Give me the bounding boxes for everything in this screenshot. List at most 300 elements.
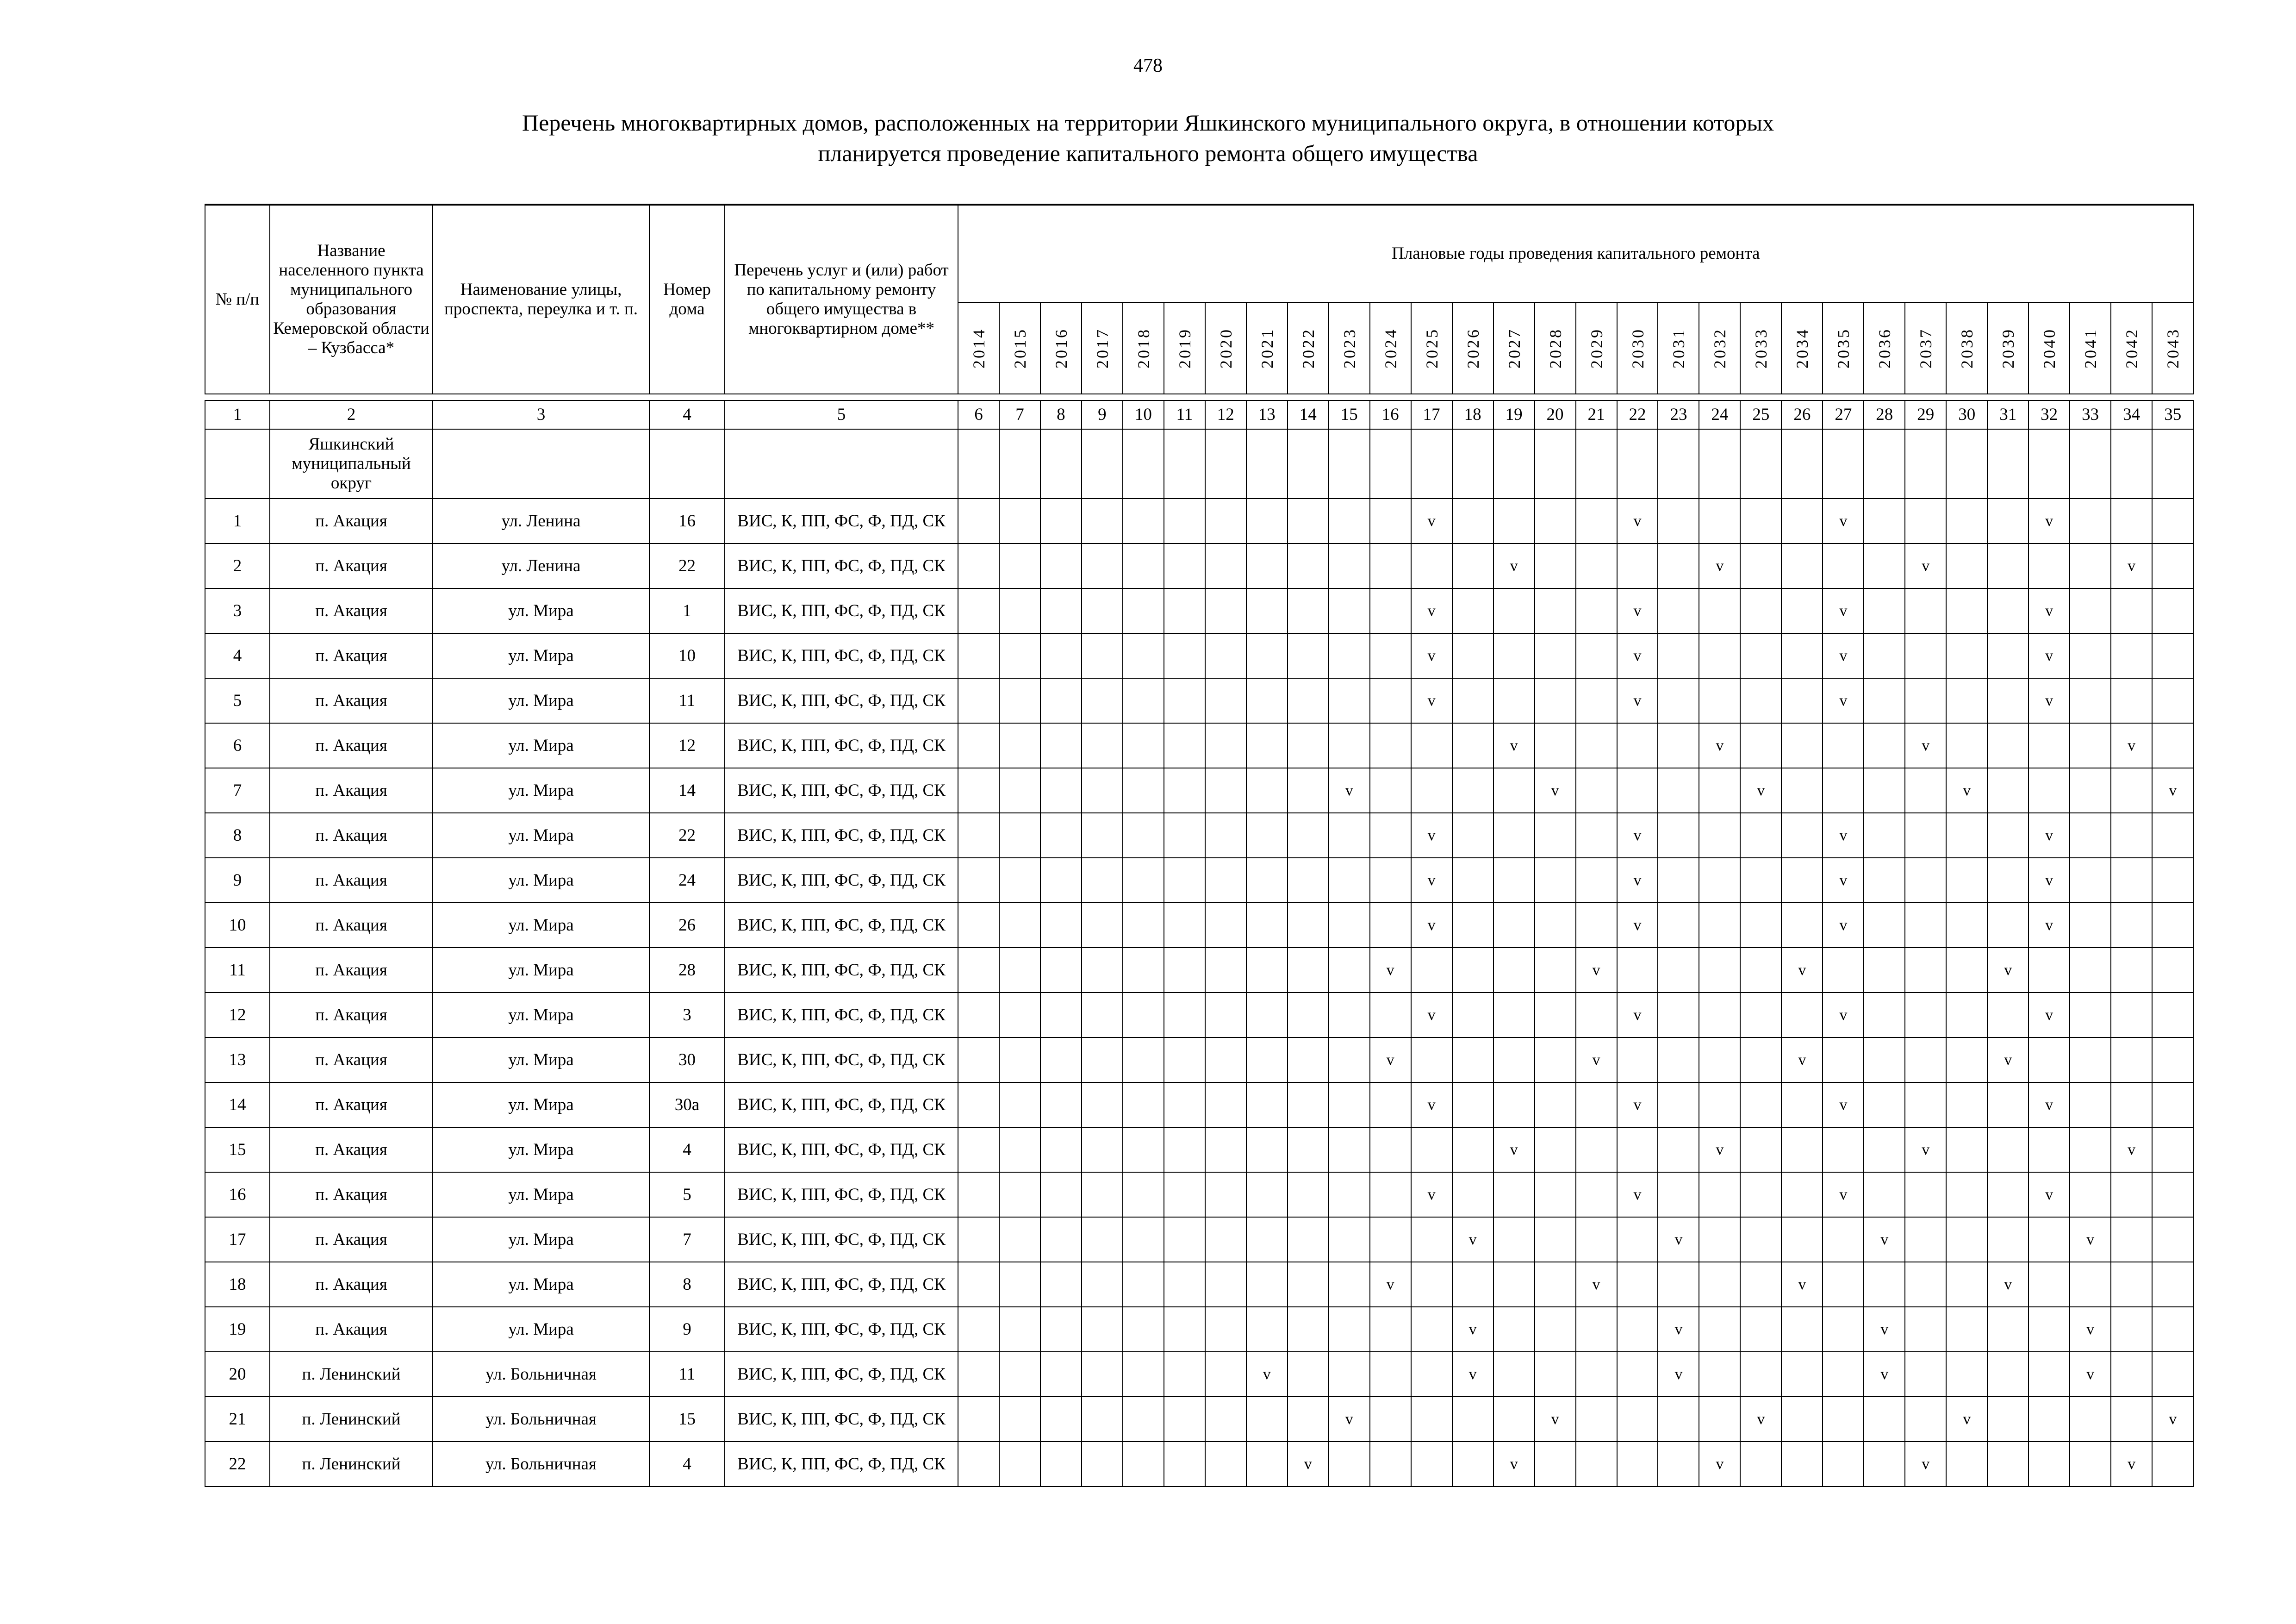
- year-cell-2037: [1905, 1442, 1946, 1487]
- planned-mark: v: [2128, 1455, 2136, 1473]
- year-cell-2017: [1082, 768, 1123, 813]
- year-cell-2021: [1246, 768, 1288, 813]
- year-cell-2022: [1288, 1172, 1329, 1217]
- year-cell-2014: [958, 678, 999, 723]
- year-cell-2042: [2111, 1127, 2152, 1172]
- year-header-2027: [1493, 302, 1535, 394]
- year-cell-2018: [1123, 1127, 1164, 1172]
- settlement-cell: п. Акация: [270, 678, 433, 723]
- row-number: 9: [205, 858, 270, 903]
- year-cell: [1411, 429, 1452, 499]
- year-cell-2020: [1205, 768, 1246, 813]
- year-cell-2038: [1946, 1217, 1987, 1262]
- planned-mark: v: [1839, 827, 1848, 844]
- year-cell-2018: [1123, 1262, 1164, 1307]
- year-cell-2016: [1040, 723, 1082, 768]
- year-label: 2015: [1010, 327, 1029, 369]
- year-header-2037: [1905, 302, 1946, 394]
- year-cell: [1740, 429, 1781, 499]
- year-cell-2041: [2070, 1217, 2111, 1262]
- year-header-2021: [1246, 302, 1288, 394]
- column-number: 2: [270, 400, 433, 429]
- table-row: [205, 813, 2193, 858]
- year-cell-2025: [1411, 1217, 1452, 1262]
- year-cell-2016: [1040, 1127, 1082, 1172]
- year-cell-2019: [1164, 633, 1205, 678]
- house-number-cell: 14: [649, 768, 725, 813]
- year-cell-2031: [1658, 588, 1699, 633]
- year-cell-2034: [1781, 768, 1823, 813]
- year-cell-2043: [2152, 499, 2193, 543]
- year-label: 2025: [1422, 327, 1441, 369]
- year-cell-2018: [1123, 1352, 1164, 1397]
- year-cell-2037: [1905, 1082, 1946, 1127]
- year-cell-2036: [1864, 1442, 1905, 1487]
- year-cell-2034: [1781, 858, 1823, 903]
- year-cell-2016: [1040, 543, 1082, 588]
- year-cell: [958, 429, 999, 499]
- year-cell-2039: [1987, 1037, 2028, 1082]
- year-cell-2017: [1082, 1307, 1123, 1352]
- region-row: [205, 429, 2193, 499]
- year-cell-2020: [1205, 1307, 1246, 1352]
- year-cell-2031: [1658, 1037, 1699, 1082]
- year-cell-2025: [1411, 588, 1452, 633]
- year-cell-2043: [2152, 588, 2193, 633]
- column-number: 24: [1699, 400, 1740, 429]
- year-cell-2018: [1123, 1307, 1164, 1352]
- year-cell: [1946, 429, 1987, 499]
- year-cell-2017: [1082, 1397, 1123, 1442]
- year-label: 2041: [2081, 327, 2100, 369]
- year-cell: [1617, 429, 1658, 499]
- year-cell-2014: [958, 948, 999, 993]
- year-cell-2025: [1411, 1352, 1452, 1397]
- year-cell-2015: [999, 948, 1040, 993]
- year-cell-2043: [2152, 1352, 2193, 1397]
- year-label: 2016: [1052, 327, 1070, 369]
- year-cell-2032: [1699, 768, 1740, 813]
- year-cell-2029: [1576, 1352, 1617, 1397]
- year-cell-2020: [1205, 948, 1246, 993]
- year-cell-2014: [958, 543, 999, 588]
- planned-mark: v: [1468, 1231, 1477, 1248]
- year-cell-2026: [1452, 948, 1493, 993]
- table-row: [205, 1352, 2193, 1397]
- year-cell-2014: [958, 1307, 999, 1352]
- year-cell-2020: [1205, 1352, 1246, 1397]
- year-cell-2038: [1946, 993, 1987, 1037]
- year-cell-2018: [1123, 723, 1164, 768]
- year-header-2018: [1123, 302, 1164, 394]
- year-cell-2029: [1576, 499, 1617, 543]
- year-cell-2036: [1864, 858, 1905, 903]
- planned-mark: v: [1633, 1096, 1642, 1113]
- year-cell-2040: [2028, 1127, 2070, 1172]
- year-cell-2033: [1740, 1037, 1781, 1082]
- year-cell-2022: [1288, 588, 1329, 633]
- planned-mark: v: [2045, 872, 2053, 889]
- year-header-2023: [1329, 302, 1370, 394]
- year-cell-2042: [2111, 633, 2152, 678]
- year-cell-2027: [1493, 1172, 1535, 1217]
- row-number: 4: [205, 633, 270, 678]
- planned-mark: v: [2086, 1231, 2095, 1248]
- year-cell-2034: [1781, 1307, 1823, 1352]
- year-cell-2033: [1740, 1262, 1781, 1307]
- year-cell-2024: [1370, 723, 1411, 768]
- street-cell: ул. Больничная: [433, 1352, 649, 1397]
- year-cell-2016: [1040, 993, 1082, 1037]
- year-cell-2026: [1452, 903, 1493, 948]
- year-cell-2015: [999, 499, 1040, 543]
- year-cell-2034: [1781, 1082, 1823, 1127]
- year-cell-2041: [2070, 768, 2111, 813]
- year-cell-2039: [1987, 1352, 2028, 1397]
- year-cell-2040: [2028, 1397, 2070, 1442]
- year-cell-2015: [999, 1397, 1040, 1442]
- year-cell-2026: [1452, 499, 1493, 543]
- year-cell-2042: [2111, 1397, 2152, 1442]
- year-cell-2023: [1329, 1262, 1370, 1307]
- house-number-cell: 11: [649, 678, 725, 723]
- year-cell-2042: [2111, 948, 2152, 993]
- year-cell-2031: [1658, 678, 1699, 723]
- year-cell-2032: [1699, 1442, 1740, 1487]
- year-cell-2042: [2111, 858, 2152, 903]
- year-cell-2019: [1164, 1172, 1205, 1217]
- planned-mark: v: [1839, 692, 1848, 709]
- year-cell-2019: [1164, 588, 1205, 633]
- year-cell-2015: [999, 543, 1040, 588]
- year-cell-2039: [1987, 1262, 2028, 1307]
- year-cell-2019: [1164, 768, 1205, 813]
- row-number: 2: [205, 543, 270, 588]
- year-label: 2028: [1546, 327, 1565, 369]
- year-cell-2014: [958, 1352, 999, 1397]
- year-cell-2032: [1699, 1307, 1740, 1352]
- street-cell: ул. Ленина: [433, 543, 649, 588]
- planned-mark: v: [2004, 962, 2012, 979]
- year-cell-2029: [1576, 1127, 1617, 1172]
- year-cell-2019: [1164, 903, 1205, 948]
- row-number: 16: [205, 1172, 270, 1217]
- year-cell-2022: [1288, 543, 1329, 588]
- year-cell-2023: [1329, 768, 1370, 813]
- year-cell-2024: [1370, 1307, 1411, 1352]
- year-cell-2035: [1823, 1442, 1864, 1487]
- year-cell-2014: [958, 1082, 999, 1127]
- year-cell-2029: [1576, 1397, 1617, 1442]
- column-number: 6: [958, 400, 999, 429]
- year-cell-2028: [1535, 1397, 1576, 1442]
- planned-mark: v: [1427, 692, 1436, 709]
- year-cell-2034: [1781, 1442, 1823, 1487]
- year-label: 2032: [1711, 327, 1730, 369]
- year-cell-2018: [1123, 588, 1164, 633]
- year-cell-2043: [2152, 1307, 2193, 1352]
- year-cell-2042: [2111, 588, 2152, 633]
- year-cell-2033: [1740, 858, 1781, 903]
- planned-mark: v: [1633, 917, 1642, 934]
- year-cell: [1123, 429, 1164, 499]
- year-cell-2030: [1617, 768, 1658, 813]
- planned-mark: v: [1427, 1006, 1436, 1024]
- year-cell-2029: [1576, 903, 1617, 948]
- planned-mark: v: [1674, 1366, 1683, 1383]
- year-cell-2017: [1082, 723, 1123, 768]
- year-cell-2018: [1123, 1442, 1164, 1487]
- year-cell-2040: [2028, 543, 2070, 588]
- year-cell-2022: [1288, 678, 1329, 723]
- year-cell-2025: [1411, 858, 1452, 903]
- year-cell-2031: [1658, 948, 1699, 993]
- planned-mark: v: [1880, 1231, 1889, 1248]
- year-cell-2028: [1535, 1082, 1576, 1127]
- year-cell-2020: [1205, 499, 1246, 543]
- year-cell-2014: [958, 499, 999, 543]
- year-cell-2030: [1617, 1262, 1658, 1307]
- year-cell-2014: [958, 633, 999, 678]
- year-cell-2036: [1864, 1307, 1905, 1352]
- year-cell-2018: [1123, 1217, 1164, 1262]
- year-cell-2021: [1246, 543, 1288, 588]
- planned-mark: v: [1345, 1411, 1353, 1428]
- year-cell-2021: [1246, 723, 1288, 768]
- column-number: 15: [1329, 400, 1370, 429]
- house-number-cell: 24: [649, 858, 725, 903]
- planned-mark: v: [1592, 1276, 1600, 1293]
- year-cell-2036: [1864, 1037, 1905, 1082]
- year-cell-2030: [1617, 813, 1658, 858]
- year-cell-2042: [2111, 1217, 2152, 1262]
- planned-mark: v: [1551, 1411, 1559, 1428]
- year-cell-2032: [1699, 1172, 1740, 1217]
- year-cell-2032: [1699, 903, 1740, 948]
- year-cell-2043: [2152, 723, 2193, 768]
- year-cell-2021: [1246, 993, 1288, 1037]
- year-cell-2024: [1370, 633, 1411, 678]
- row-number: 3: [205, 588, 270, 633]
- year-cell-2031: [1658, 543, 1699, 588]
- year-cell-2035: [1823, 1172, 1864, 1217]
- year-cell-2037: [1905, 1352, 1946, 1397]
- year-cell-2029: [1576, 1262, 1617, 1307]
- year-cell-2042: [2111, 903, 2152, 948]
- planned-mark: v: [1798, 962, 1806, 979]
- year-cell-2040: [2028, 858, 2070, 903]
- year-cell-2041: [2070, 903, 2111, 948]
- year-cell-2018: [1123, 813, 1164, 858]
- year-cell-2032: [1699, 1082, 1740, 1127]
- settlement-cell: п. Акация: [270, 1037, 433, 1082]
- column-number: 27: [1823, 400, 1864, 429]
- year-cell-2039: [1987, 1307, 2028, 1352]
- year-cell-2030: [1617, 723, 1658, 768]
- year-cell-2033: [1740, 948, 1781, 993]
- planned-mark: v: [2004, 1051, 2012, 1068]
- year-cell-2019: [1164, 993, 1205, 1037]
- year-cell-2033: [1740, 1172, 1781, 1217]
- street-cell: ул. Мира: [433, 1082, 649, 1127]
- year-cell-2028: [1535, 723, 1576, 768]
- year-cell-2023: [1329, 1217, 1370, 1262]
- table-row: [205, 1082, 2193, 1127]
- year-cell-2030: [1617, 1037, 1658, 1082]
- planned-mark: v: [1716, 557, 1724, 575]
- year-cell-2018: [1123, 633, 1164, 678]
- year-cell-2041: [2070, 1307, 2111, 1352]
- region-name: Яшкинский муниципальный округ: [270, 429, 433, 499]
- year-cell-2028: [1535, 1172, 1576, 1217]
- year-cell: [1864, 429, 1905, 499]
- year-cell-2040: [2028, 499, 2070, 543]
- year-cell-2015: [999, 1307, 1040, 1352]
- year-cell-2027: [1493, 1037, 1535, 1082]
- year-cell-2020: [1205, 1262, 1246, 1307]
- year-cell-2018: [1123, 1082, 1164, 1127]
- year-cell-2015: [999, 723, 1040, 768]
- column-number: 5: [725, 400, 958, 429]
- year-label: 2033: [1752, 327, 1771, 369]
- year-cell-2034: [1781, 813, 1823, 858]
- planned-mark: v: [1510, 737, 1518, 754]
- year-cell-2033: [1740, 723, 1781, 768]
- year-cell-2038: [1946, 1127, 1987, 1172]
- year-cell-2023: [1329, 858, 1370, 903]
- planned-mark: v: [1592, 1051, 1600, 1068]
- year-cell-2039: [1987, 1397, 2028, 1442]
- year-cell-2039: [1987, 1217, 2028, 1262]
- street-cell: ул. Мира: [433, 723, 649, 768]
- year-cell: [2028, 429, 2070, 499]
- year-cell-2015: [999, 1082, 1040, 1127]
- column-number: 33: [2070, 400, 2111, 429]
- year-cell-2025: [1411, 499, 1452, 543]
- year-cell-2021: [1246, 1262, 1288, 1307]
- year-cell-2038: [1946, 1397, 1987, 1442]
- year-cell-2032: [1699, 1262, 1740, 1307]
- year-cell-2027: [1493, 543, 1535, 588]
- year-cell-2033: [1740, 1352, 1781, 1397]
- settlement-cell: п. Акация: [270, 858, 433, 903]
- year-cell-2020: [1205, 1127, 1246, 1172]
- settlement-cell: п. Акация: [270, 543, 433, 588]
- year-cell-2020: [1205, 903, 1246, 948]
- year-cell-2042: [2111, 543, 2152, 588]
- year-cell-2026: [1452, 1217, 1493, 1262]
- year-cell-2034: [1781, 1352, 1823, 1397]
- year-cell-2030: [1617, 1307, 1658, 1352]
- year-header-2019: [1164, 302, 1205, 394]
- year-cell-2035: [1823, 1217, 1864, 1262]
- year-header-2032: [1699, 302, 1740, 394]
- column-number: 14: [1288, 400, 1329, 429]
- row-number: 11: [205, 948, 270, 993]
- planned-mark: v: [1427, 1186, 1436, 1203]
- year-cell-2020: [1205, 1037, 1246, 1082]
- year-cell-2026: [1452, 1037, 1493, 1082]
- planned-mark: v: [1922, 1455, 1930, 1473]
- year-label: 2036: [1875, 327, 1894, 369]
- year-cell-2025: [1411, 1037, 1452, 1082]
- year-cell-2022: [1288, 948, 1329, 993]
- works-cell: ВИС, К, ПП, ФС, Ф, ПД, СК: [725, 1172, 958, 1217]
- year-cell-2024: [1370, 1352, 1411, 1397]
- year-cell-2023: [1329, 1037, 1370, 1082]
- table-row: [205, 723, 2193, 768]
- year-cell-2023: [1329, 1352, 1370, 1397]
- column-number: 35: [2152, 400, 2193, 429]
- year-cell: [1246, 429, 1288, 499]
- year-cell-2037: [1905, 903, 1946, 948]
- planned-mark: v: [1510, 1141, 1518, 1158]
- year-cell-2030: [1617, 1082, 1658, 1127]
- year-cell-2015: [999, 588, 1040, 633]
- year-cell-2014: [958, 903, 999, 948]
- year-cell-2026: [1452, 1172, 1493, 1217]
- year-cell-2035: [1823, 903, 1864, 948]
- year-cell-2039: [1987, 499, 2028, 543]
- year-cell-2025: [1411, 1307, 1452, 1352]
- year-header-2033: [1740, 302, 1781, 394]
- year-cell-2042: [2111, 1352, 2152, 1397]
- year-cell-2036: [1864, 813, 1905, 858]
- row-number: 20: [205, 1352, 270, 1397]
- year-cell-2040: [2028, 813, 2070, 858]
- year-cell-2023: [1329, 678, 1370, 723]
- year-label: 2024: [1381, 327, 1400, 369]
- year-cell-2018: [1123, 903, 1164, 948]
- planned-mark: v: [2045, 512, 2053, 530]
- year-cell-2023: [1329, 1307, 1370, 1352]
- row-number: 18: [205, 1262, 270, 1307]
- year-cell-2043: [2152, 813, 2193, 858]
- year-cell-2036: [1864, 1352, 1905, 1397]
- year-cell-2033: [1740, 543, 1781, 588]
- year-cell-2031: [1658, 768, 1699, 813]
- year-label: 2019: [1175, 327, 1194, 369]
- planned-mark: v: [1839, 1096, 1848, 1113]
- year-cell-2034: [1781, 1397, 1823, 1442]
- year-cell: [999, 429, 1040, 499]
- year-cell-2038: [1946, 1442, 1987, 1487]
- header-works: Перечень услуг и (или) работ по капитальному ремонту общего имущества в многоквартирном доме**: [725, 205, 958, 394]
- year-cell-2020: [1205, 1397, 1246, 1442]
- year-cell-2021: [1246, 1307, 1288, 1352]
- year-cell-2019: [1164, 1037, 1205, 1082]
- year-cell-2034: [1781, 1172, 1823, 1217]
- column-number: 26: [1781, 400, 1823, 429]
- row-number: 1: [205, 499, 270, 543]
- year-cell-2028: [1535, 678, 1576, 723]
- year-cell-2019: [1164, 1217, 1205, 1262]
- year-cell: [1987, 429, 2028, 499]
- year-cell-2023: [1329, 903, 1370, 948]
- year-label: 2039: [1999, 327, 2018, 369]
- year-cell-2038: [1946, 588, 1987, 633]
- year-cell-2030: [1617, 1172, 1658, 1217]
- year-cell-2032: [1699, 1037, 1740, 1082]
- year-cell-2016: [1040, 813, 1082, 858]
- year-cell-2042: [2111, 1262, 2152, 1307]
- year-cell-2019: [1164, 723, 1205, 768]
- year-cell-2021: [1246, 903, 1288, 948]
- year-cell-2029: [1576, 543, 1617, 588]
- row-number: 17: [205, 1217, 270, 1262]
- year-cell-2016: [1040, 1397, 1082, 1442]
- house-number-cell: 12: [649, 723, 725, 768]
